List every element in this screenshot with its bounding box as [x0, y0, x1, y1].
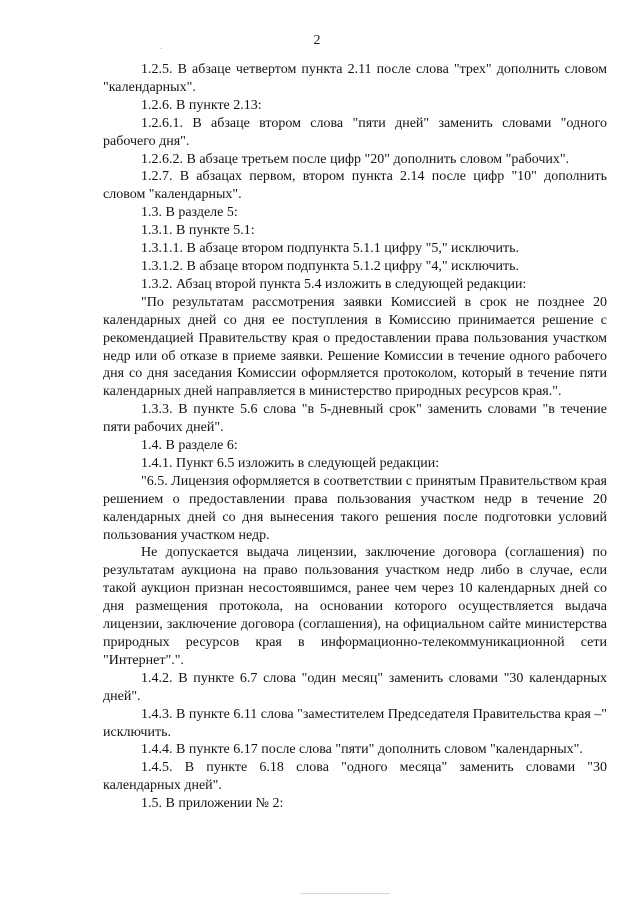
scan-artifact	[300, 893, 390, 894]
quoted-paragraph: "По результатам рассмотрения заявки Комиссией в срок не позднее 20 календарных дней со дня ее поступления в Комиссию принимается решение с рекомендацией Правительству края о предоставлении права пользования участком недр или об отказе в приеме заявки. Решение Комиссии в течение одного рабочего дня со дня заседания Комиссии оформляется протоколом, который в течение пяти календарных дней направляется в министерство природных ресурсов края.".	[103, 294, 607, 400]
quoted-paragraph: "6.5. Лицензия оформляется в соответствии с принятым Правительством края решением о предоставлении права пользования участком недр в течение 20 календарных дней со дня вынесения такого решения после подготовки условий пользования участком недр.	[103, 473, 607, 543]
paragraph: 1.4.4. В пункте 6.17 после слова "пяти" дополнить словом "календарных".	[141, 742, 583, 758]
paragraph: 1.4.3. В пункте 6.11 слова "заместителем Председателя Правительства края –" исключить.	[103, 706, 607, 740]
paragraph: 1.2.7. В абзацах первом, втором пункта 2.14 после цифр "10" дополнить словом "календарных".	[103, 169, 607, 203]
paragraph: 1.2.6. В пункте 2.13:	[141, 97, 262, 113]
paragraph: 1.4.2. В пункте 6.7 слова "один месяц" заменить словами "30 календарных дней".	[103, 670, 607, 704]
paragraph: 1.3.1.2. В абзаце втором подпункта 5.1.2 цифру "4," исключить.	[141, 258, 519, 274]
scan-artifact	[160, 48, 162, 49]
quoted-paragraph: Не допускается выдача лицензии, заключение договора (соглашения) по результатам аукциона на право пользования участком недр либо в случае, если такой аукцион признан несостоявшимся, ранее чем через 10 календарных дней со дня размещения протокола, на основании которого осуществляется выдача лицензии, заключение договора (соглашения), на официальном сайте министерства природных ресурсов края в информационно-телекоммуникационной сети "Интернет".".	[103, 545, 607, 668]
document-body	[103, 61, 607, 813]
paragraph: 1.4. В разделе 6:	[141, 438, 238, 454]
page-number: 2	[313, 33, 321, 48]
paragraph: 1.2.6.2. В абзаце третьем после цифр "20" дополнить словом "рабочих".	[141, 151, 570, 167]
paragraph: 1.3.3. В пункте 5.6 слова "в 5-дневный срок" заменить словами "в течение пяти рабочих дней".	[103, 402, 607, 436]
paragraph: 1.5. В приложении № 2:	[141, 796, 284, 812]
paragraph: 1.4.5. В пункте 6.18 слова "одного месяца" заменить словами "30 календарных дней".	[103, 760, 607, 794]
paragraph: 1.2.5. В абзаце четвертом пункта 2.11 после слова "трех" дополнить словом "календарных".	[103, 62, 607, 95]
paragraph: 1.3.2. Абзац второй пункта 5.4 изложить в следующей редакции:	[141, 276, 527, 292]
paragraph: 1.3.1.1. В абзаце втором подпункта 5.1.1 цифру "5," исключить.	[141, 241, 519, 257]
paragraph: 1.2.6.1. В абзаце втором слова "пяти дней" заменить словами "одного рабочего дня".	[103, 115, 607, 149]
paragraph: 1.3.1. В пункте 5.1:	[141, 223, 255, 239]
paragraph: 1.4.1. Пункт 6.5 изложить в следующей редакции:	[141, 455, 440, 471]
paragraph: 1.3. В разделе 5:	[141, 205, 238, 221]
